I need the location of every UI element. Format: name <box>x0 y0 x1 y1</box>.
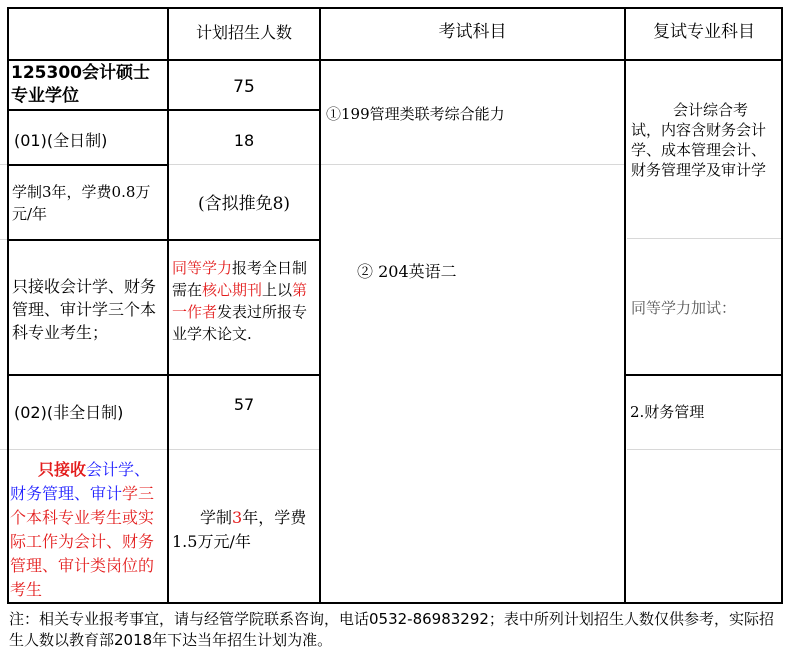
tuition-text: 学制 <box>200 508 233 527</box>
eligibility-row-line-top <box>7 239 320 241</box>
retest-2: 2.财务管理 <box>630 403 705 421</box>
only-accept-highlight: 只接收 <box>38 460 87 479</box>
exam-subject-1: ①199管理类联考综合能力 <box>326 105 505 123</box>
title-row-line <box>7 109 320 111</box>
program-title: 125300会计硕士专业学位 <box>11 63 150 106</box>
gridline <box>627 238 782 239</box>
exam-subject-2: ② 204英语二 <box>357 262 457 281</box>
elig-red: 学三个本科专业考生或实际工作为会计、财务管理、审计类岗位的考生 <box>10 484 155 599</box>
gridline <box>0 449 320 450</box>
header-exam: 考试科目 <box>438 22 507 42</box>
border-right <box>781 7 783 604</box>
retest-equiv: 同等学力加试： <box>631 299 737 317</box>
parttime-tuition <box>172 506 318 554</box>
header-plan: 计划招生人数 <box>195 23 292 42</box>
retest-main: 会计综合考试，内容含财务会计学、成本管理会计、财务管理学及审计学 <box>631 101 767 179</box>
elig-blue: 、财务管理、审计 <box>10 460 151 503</box>
tuition-text: 年，学费1.5万元/年 <box>172 508 307 551</box>
elig-blue: 会计学 <box>86 460 135 479</box>
retest-line <box>625 374 783 376</box>
footnote: 注：相关专业报考事宜，请与经管学院联系咨询，电话0532-86983292；表中所列计划招生人数仅供参考，实际招生人数以教育部2018年下达当年招生计划为准。 <box>9 610 774 649</box>
fulltime-tuition: 学制3年，学费0.8万元/年 <box>12 183 151 223</box>
gridline <box>168 164 320 165</box>
equiv-text: 发表过所报专业学术论文. <box>172 303 308 343</box>
parttime-count: 57 <box>233 395 255 414</box>
gridline <box>320 164 625 165</box>
tuition-years: 3 <box>232 508 243 527</box>
border-left <box>7 7 9 604</box>
eligibility-row-line-bottom <box>7 374 320 376</box>
equiv-text: 上以 <box>262 281 293 299</box>
col-divider-3 <box>624 7 626 604</box>
table-bottom-line <box>7 602 783 604</box>
fulltime-equiv-note <box>172 257 318 345</box>
border-top <box>7 7 783 9</box>
first-author-highlight: 第一作者 <box>172 281 308 321</box>
header-retest: 复试专业科目 <box>653 22 755 42</box>
fulltime-eligibility: 只接收会计学、财务管理、审计学三个本科专业考生； <box>12 277 157 342</box>
parttime-label: (02)(非全日制) <box>14 403 124 422</box>
fulltime-label: (01)(全日制) <box>14 131 108 150</box>
fulltime-recommend: (含拟推免8) <box>197 194 291 214</box>
gridline <box>627 449 782 450</box>
equiv-text: 报考全日制需在 <box>172 259 308 299</box>
fulltime-row-line <box>7 164 168 166</box>
total-count: 75 <box>233 77 255 97</box>
core-journal-highlight: 核心期刊 <box>202 281 263 299</box>
equiv-highlight: 同等学力 <box>172 259 233 277</box>
fulltime-count: 18 <box>233 131 255 150</box>
header-bottom-line <box>7 59 783 61</box>
parttime-eligibility <box>10 458 165 602</box>
